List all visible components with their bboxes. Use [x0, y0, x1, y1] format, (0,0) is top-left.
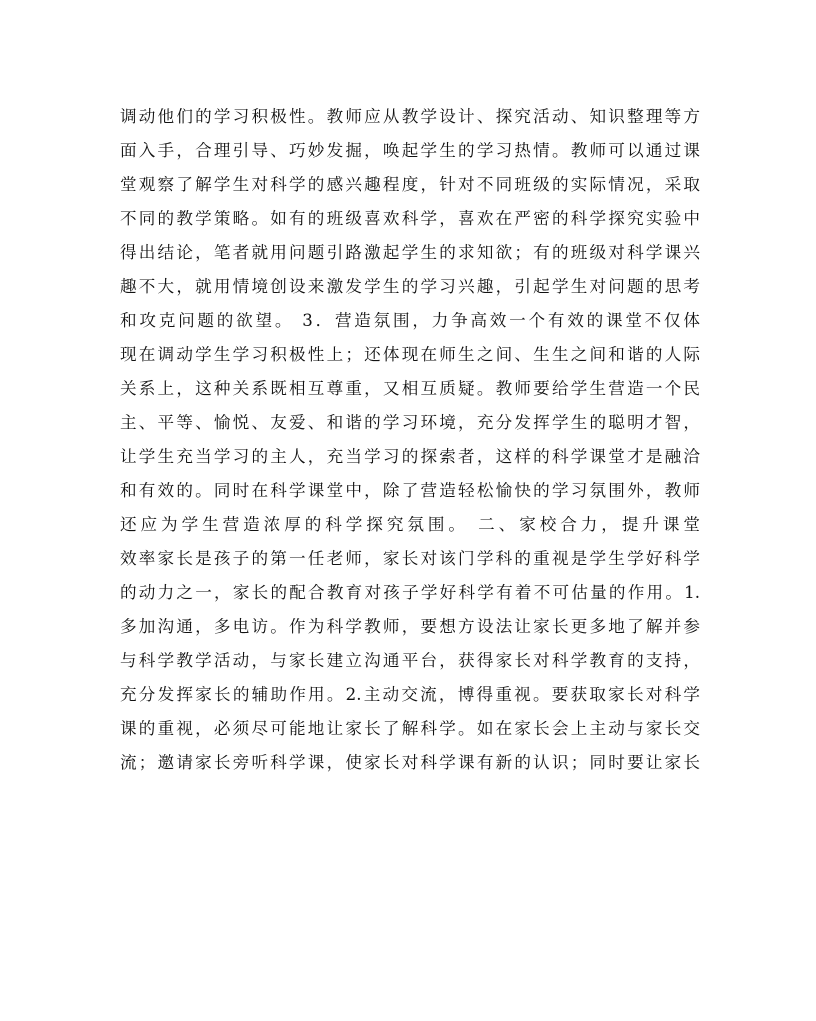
text-line: 充分发挥家长的辅助作用。2.主动交流，博得重视。要获取家长对科学 [120, 685, 700, 704]
text-line: 趣不大，就用情境创设来激发学生的学习兴趣，引起学生对问题的思考 [120, 277, 700, 296]
text-line: 多加沟通，多电访。作为科学教师，要想方设法让家长更多地了解并参 [120, 617, 700, 636]
text-line: 堂观察了解学生对科学的感兴趣程度，针对不同班级的实际情况，采取 [120, 175, 700, 194]
text-line: 面入手，合理引导、巧妙发掘，唤起学生的学习热情。教师可以通过课 [120, 141, 700, 160]
text-line: 流；邀请家长旁听科学课，使家长对科学课有新的认识；同时要让家长 [120, 753, 700, 772]
text-line: 不同的教学策略。如有的班级喜欢科学，喜欢在严密的科学探究实验中 [120, 209, 700, 228]
text-line: 课的重视，必须尽可能地让家长了解科学。如在家长会上主动与家长交 [120, 719, 700, 738]
text-line: 调动他们的学习积极性。教师应从教学设计、探究活动、知识整理等方 [120, 107, 700, 126]
text-line: 现在调动学生学习积极性上；还体现在师生之间、生生之间和谐的人际 [120, 345, 700, 364]
body-text [120, 100, 700, 780]
text-line: 关系上，这种关系既相互尊重，又相互质疑。教师要给学生营造一个民 [120, 379, 700, 398]
text-line: 得出结论，笔者就用问题引路激起学生的求知欲；有的班级对科学课兴 [120, 243, 700, 262]
text-line: 让学生充当学习的主人，充当学习的探索者，这样的科学课堂才是融洽 [120, 447, 700, 466]
text-line: 主、平等、愉悦、友爱、和谐的学习环境，充分发挥学生的聪明才智， [120, 413, 700, 432]
text-line: 与科学教学活动，与家长建立沟通平台，获得家长对科学教育的支持， [120, 651, 700, 670]
text-line: 和攻克问题的欲望。 3．营造氛围，力争高效一个有效的课堂不仅体 [120, 311, 700, 330]
text-line: 和有效的。同时在科学课堂中，除了营造轻松愉快的学习氛围外，教师 [120, 481, 700, 500]
text-line: 的动力之一，家长的配合教育对孩子学好科学有着不可估量的作用。1. [120, 583, 700, 602]
text-line: 还应为学生营造浓厚的科学探究氛围。 二、家校合力，提升课堂 [120, 515, 700, 534]
text-line: 效率家长是孩子的第一任老师，家长对该门学科的重视是学生学好科学 [120, 549, 700, 568]
